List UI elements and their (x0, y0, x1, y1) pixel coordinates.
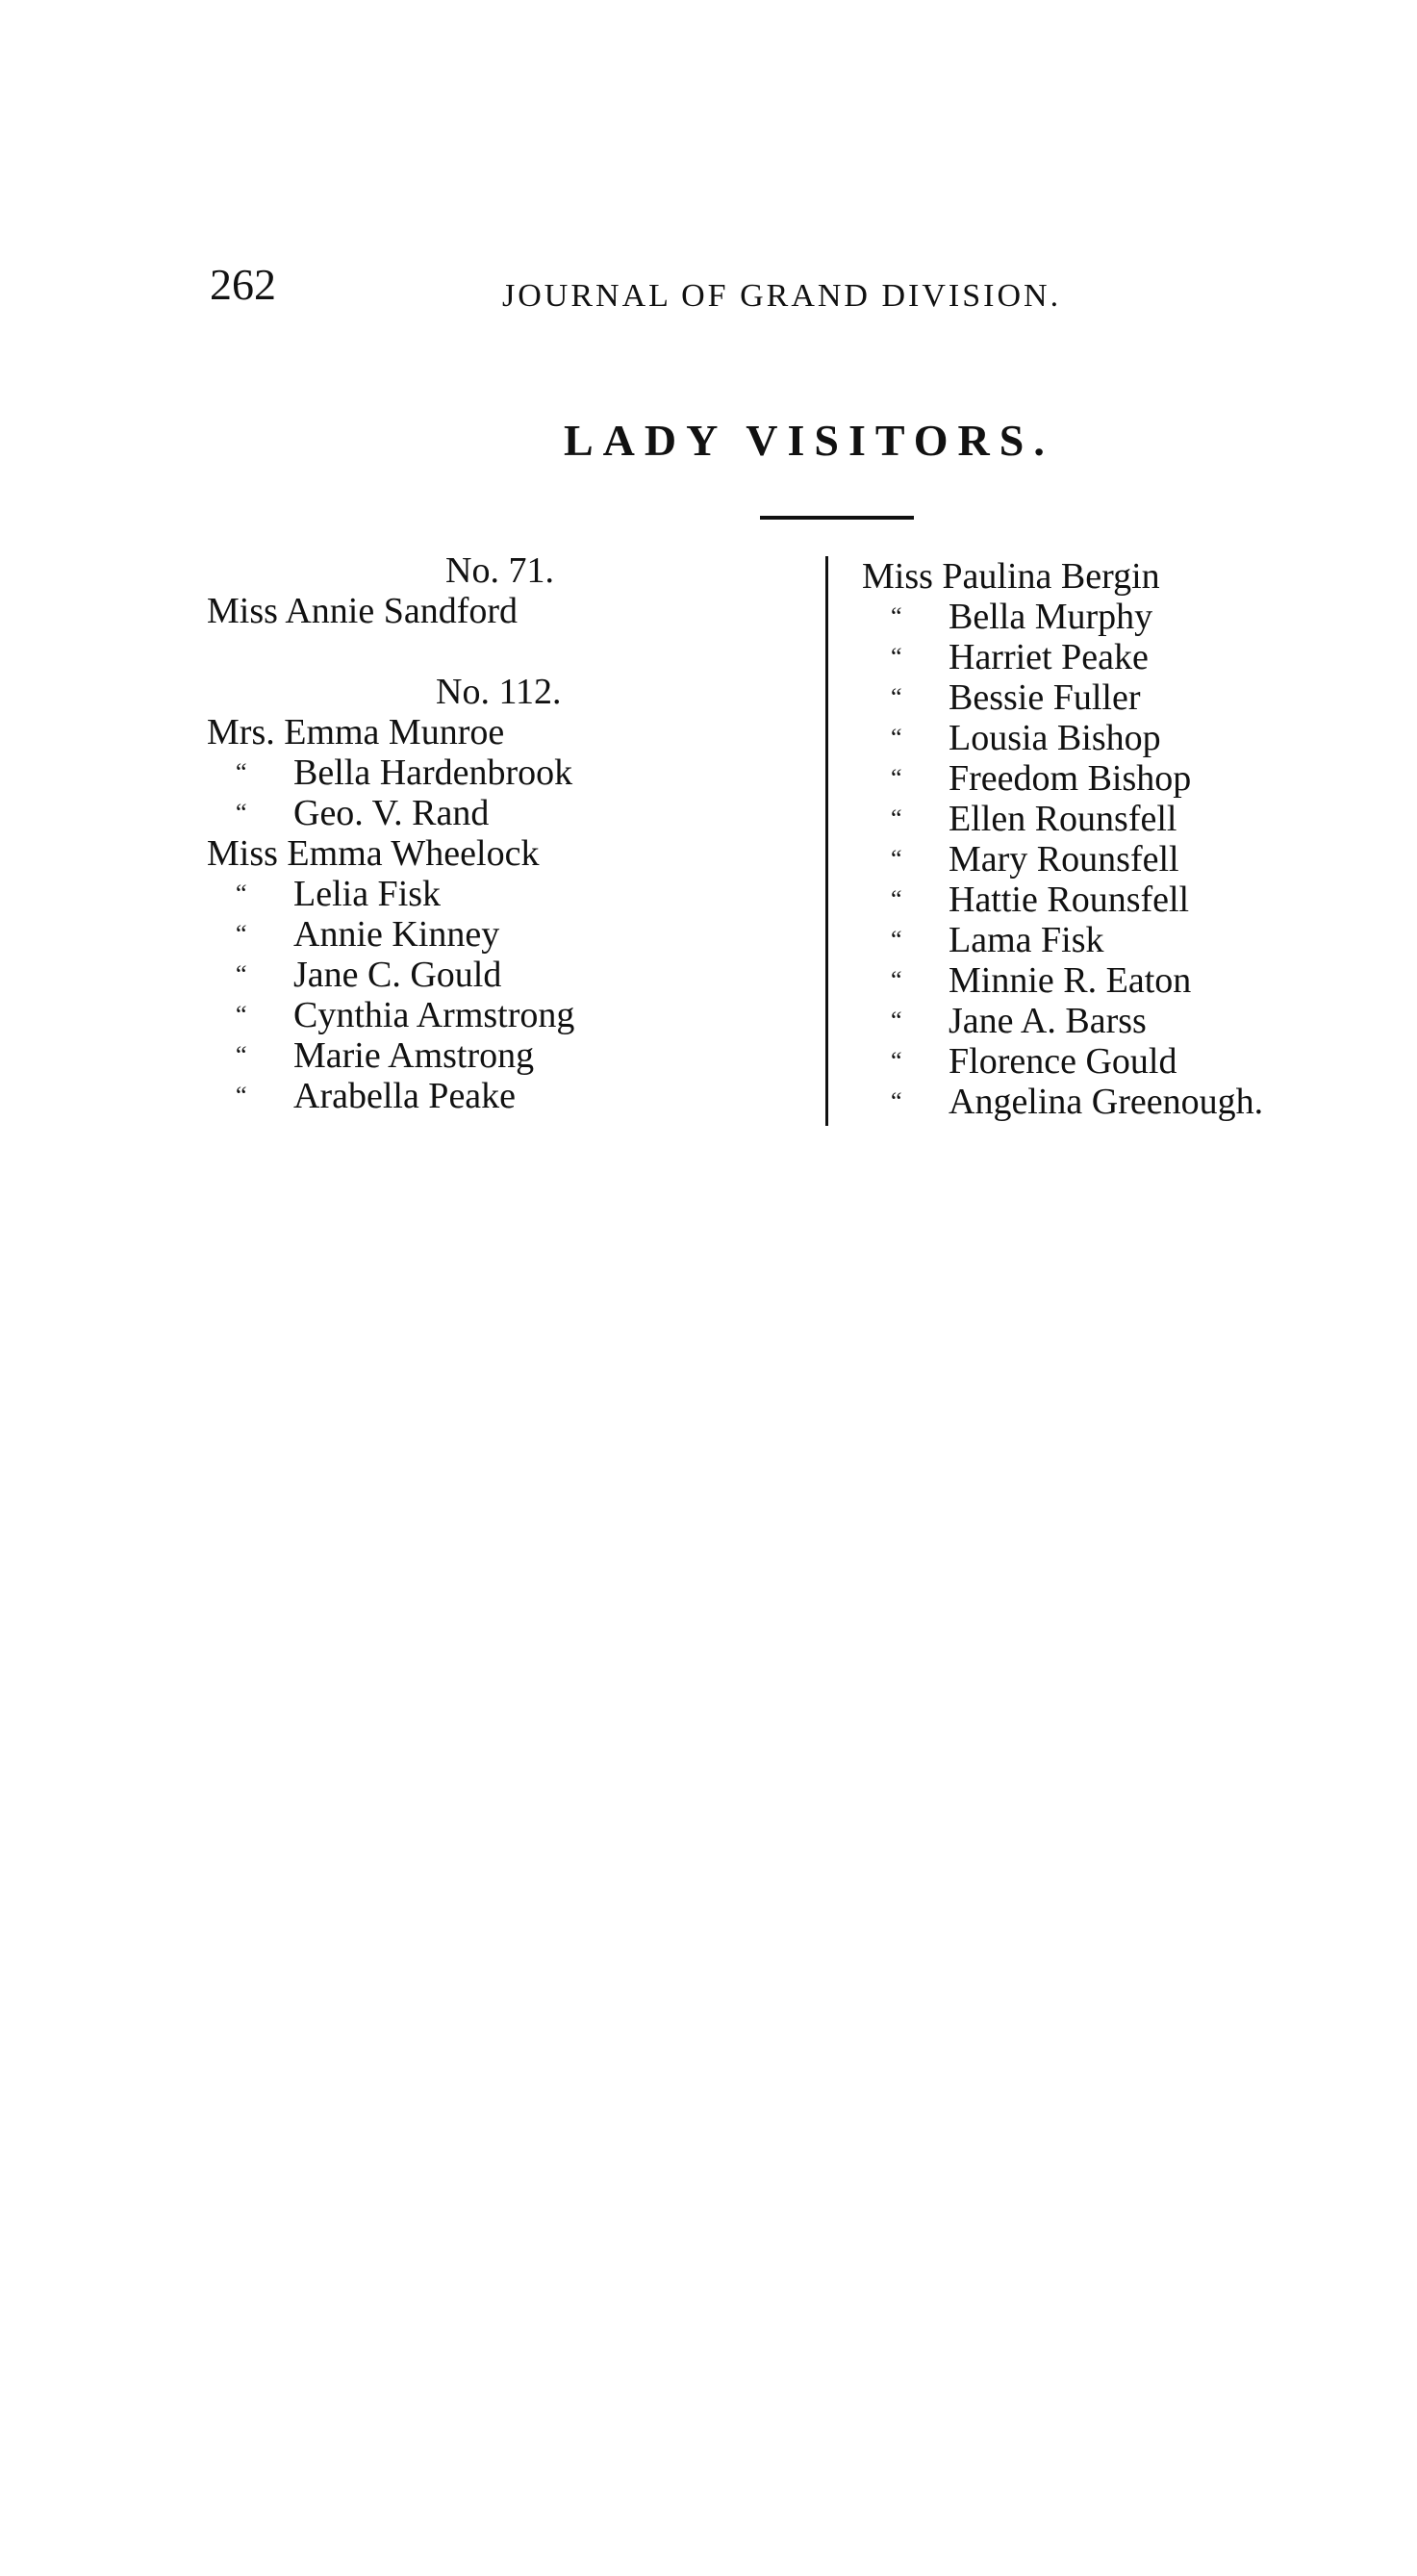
visitor-entry (862, 637, 1401, 677)
visitor-entry (862, 1041, 1401, 1082)
ditto-mark: “ (891, 724, 902, 752)
visitor-entry (207, 1076, 803, 1116)
title-prefix: Miss (207, 833, 278, 874)
ditto-mark: “ (891, 683, 902, 711)
division-heading-112: No. 112. (436, 672, 562, 712)
visitor-entry (207, 833, 803, 874)
visitor-entry (207, 874, 803, 914)
page-number: 262 (210, 260, 276, 309)
visitor-name: Marie Amstrong (293, 1035, 535, 1076)
title-prefix: Mrs. (207, 712, 275, 752)
ditto-mark: “ (891, 1087, 902, 1115)
visitor-name: Emma Munroe (284, 712, 505, 752)
visitor-entry (207, 995, 803, 1035)
visitor-entry (862, 799, 1401, 839)
visitor-entry: Miss Annie Sandford (207, 591, 518, 631)
visitor-name: Lama Fisk (949, 920, 1104, 960)
ditto-mark: “ (236, 1041, 247, 1069)
visitor-name: Paulina Bergin (942, 556, 1160, 597)
ditto-mark: “ (236, 758, 247, 786)
ditto-mark: “ (891, 845, 902, 873)
visitor-name: Bessie Fuller (949, 677, 1141, 718)
division-heading-71: No. 71. (445, 550, 554, 591)
running-head: JOURNAL OF GRAND DIVISION. (502, 278, 1062, 314)
visitor-entry (207, 914, 803, 955)
ditto-mark: “ (891, 643, 902, 671)
visitor-entry (862, 718, 1401, 758)
visitor-name: Ellen Rounsfell (949, 799, 1177, 839)
title-rule (760, 516, 914, 520)
visitor-name: Angelina Greenough. (949, 1082, 1264, 1122)
spacer (207, 631, 803, 672)
column-divider (825, 556, 828, 1126)
ditto-mark: “ (891, 602, 902, 630)
visitor-entry (862, 677, 1401, 718)
visitor-name: Florence Gould (949, 1041, 1177, 1082)
ditto-mark: “ (891, 1007, 902, 1034)
visitor-name: Jane A. Barss (949, 1001, 1147, 1041)
visitor-entry (862, 920, 1401, 960)
ditto-mark: “ (236, 880, 247, 907)
visitor-name: Jane C. Gould (293, 955, 502, 995)
visitor-entry (862, 597, 1401, 637)
ditto-mark: “ (236, 1001, 247, 1029)
visitor-entry (862, 1001, 1401, 1041)
visitor-name: Arabella Peake (293, 1076, 517, 1116)
visitor-entry (207, 712, 803, 752)
left-column (207, 550, 803, 1116)
visitor-entry (862, 880, 1401, 920)
visitor-name: Cynthia Armstrong (293, 995, 575, 1035)
visitor-name: Hattie Rounsfell (949, 880, 1190, 920)
ditto-mark: “ (891, 1047, 902, 1075)
visitor-entry (862, 1082, 1401, 1122)
ditto-mark: “ (891, 885, 902, 913)
visitor-name: Bella Murphy (949, 597, 1153, 637)
title-prefix: Miss (862, 556, 933, 597)
ditto-mark: “ (236, 920, 247, 948)
visitor-name: Geo. V. Rand (293, 793, 490, 833)
visitor-entry (207, 1035, 803, 1076)
ditto-mark: “ (891, 804, 902, 832)
visitor-entry (862, 839, 1401, 880)
ditto-mark: “ (891, 926, 902, 954)
ditto-mark: “ (891, 764, 902, 792)
visitor-entry (862, 960, 1401, 1001)
visitor-entry (862, 556, 1401, 597)
visitor-entry (207, 955, 803, 995)
visitor-entry (207, 752, 803, 793)
section-title: LADY VISITORS. (564, 416, 1054, 465)
visitor-name: Lousia Bishop (949, 718, 1161, 758)
visitor-name: Lelia Fisk (293, 874, 442, 914)
visitor-name: Minnie R. Eaton (949, 960, 1192, 1001)
visitor-name: Annie Kinney (293, 914, 500, 955)
ditto-mark: “ (236, 960, 247, 988)
visitor-name: Freedom Bishop (949, 758, 1192, 799)
ditto-mark: “ (236, 799, 247, 827)
visitor-entry (862, 758, 1401, 799)
ditto-mark: “ (891, 966, 902, 994)
ditto-mark: “ (236, 1082, 247, 1109)
visitor-name: Emma Wheelock (287, 833, 540, 874)
visitor-name: Mary Rounsfell (949, 839, 1179, 880)
right-column (862, 556, 1401, 1122)
visitor-entry (207, 793, 803, 833)
visitor-name: Bella Hardenbrook (293, 752, 573, 793)
visitor-name: Harriet Peake (949, 637, 1149, 677)
